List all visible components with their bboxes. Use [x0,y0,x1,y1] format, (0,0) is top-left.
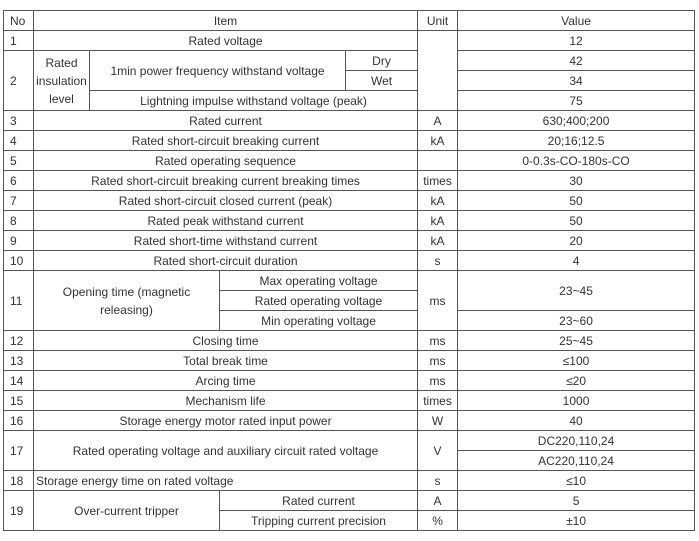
row-value: 20;16;12.5 [458,131,695,151]
row-value: 34 [458,71,695,91]
row-item: Rated operating sequence [34,151,418,171]
row-unit: kA [418,211,458,231]
spec-table [3,10,695,531]
row-value: 50 [458,211,695,231]
row-value: AC220,110,24 [458,451,695,471]
row-item: Rated short-time withstand current [34,231,418,251]
row-item: Storage energy time on rated voltage [34,471,418,491]
row-value: 23~45 [458,271,695,311]
row-no: 18 [4,471,34,491]
row-no: 4 [4,131,34,151]
row-no: 10 [4,251,34,271]
row-unit: kA [418,131,458,151]
row-value: 23~60 [458,311,695,331]
row-unit: s [418,251,458,271]
table-row [4,211,695,231]
row-value: 0-0.3s-CO-180s-CO [458,151,695,171]
row-sub: Rated operating voltage [220,291,418,311]
row-value: ±10 [458,511,695,531]
table-row [4,131,695,151]
row-item: Rated short-circuit breaking current breaking times [34,171,418,191]
row-sub: Max operating voltage [220,271,418,291]
table-row [4,391,695,411]
header-item: Item [34,11,418,31]
row-value: DC220,110,24 [458,431,695,451]
row-no: 6 [4,171,34,191]
row-item: Storage energy motor rated input power [34,411,418,431]
row-value: 40 [458,411,695,431]
row-value: 50 [458,191,695,211]
row-value: ≤100 [458,351,695,371]
header-unit: Unit [418,11,458,31]
row-unit: A [418,111,458,131]
row-item: Closing time [34,331,418,351]
table-row [4,491,695,511]
table-row [4,371,695,391]
table-row [4,251,695,271]
row-unit: V [418,431,458,471]
row-unit-blank [418,31,458,111]
row-value: 630;400;200 [458,111,695,131]
table-row [4,51,695,71]
row-value: 25~45 [458,331,695,351]
row-no: 11 [4,271,34,331]
row-unit: times [418,171,458,191]
table-row [4,271,695,291]
header-no: No [4,11,34,31]
row-unit: kA [418,191,458,211]
table-row [4,91,695,111]
table-row [4,331,695,351]
row-no: 15 [4,391,34,411]
row-sub: 1min power frequency withstand voltage [90,51,346,91]
row-sub: Rated current [220,491,418,511]
row-unit: ms [418,331,458,351]
row-item: Rated short-circuit breaking current [34,131,418,151]
row-unit: A [418,491,458,511]
row-unit: W [418,411,458,431]
row-no: 7 [4,191,34,211]
row-item: Rated operating voltage and auxiliary circuit rated voltage [34,431,418,471]
row-no: 1 [4,31,34,51]
row-item: Rated short-circuit closed current (peak) [34,191,418,211]
row-item: Lightning impulse withstand voltage (peak) [90,91,418,111]
header-value: Value [458,11,695,31]
row-item: Mechanism life [34,391,418,411]
row-condition-dry: Dry [346,51,418,71]
row-unit: ms [418,351,458,371]
header-row [4,11,695,31]
row-condition-wet: Wet [346,71,418,91]
row-item: Arcing time [34,371,418,391]
row-group: Opening time (magnetic releasing) [34,271,220,331]
row-no: 16 [4,411,34,431]
table-row [4,151,695,171]
row-sub: Min operating voltage [220,311,418,331]
row-unit: s [418,471,458,491]
row-no: 5 [4,151,34,171]
row-unit: % [418,511,458,531]
row-value: 1000 [458,391,695,411]
table-row [4,351,695,371]
table-row [4,471,695,491]
row-value: ≤10 [458,471,695,491]
row-value: 12 [458,31,695,51]
row-no: 19 [4,491,34,531]
row-unit: times [418,391,458,411]
row-value: 42 [458,51,695,71]
row-unit: kA [418,231,458,251]
row-value: 75 [458,91,695,111]
table-row [4,411,695,431]
row-no: 17 [4,431,34,471]
row-unit: ms [418,271,458,331]
table-row [4,431,695,451]
row-group: Rated insulation level [34,51,90,111]
table-row [4,31,695,51]
row-no: 3 [4,111,34,131]
row-no: 2 [4,51,34,111]
table-row [4,111,695,131]
table-row [4,231,695,251]
row-group: Over-current tripper [34,491,220,531]
row-no: 14 [4,371,34,391]
row-item: Rated voltage [34,31,418,51]
row-item: Rated current [34,111,418,131]
row-value: 30 [458,171,695,191]
row-item: Rated short-circuit duration [34,251,418,271]
row-no: 8 [4,211,34,231]
row-unit: ms [418,371,458,391]
row-no: 13 [4,351,34,371]
row-item: Total break time [34,351,418,371]
row-unit [418,151,458,171]
row-no: 12 [4,331,34,351]
row-no: 9 [4,231,34,251]
row-value: 4 [458,251,695,271]
table-row [4,191,695,211]
row-value: 5 [458,491,695,511]
row-sub: Tripping current precision [220,511,418,531]
row-item: Rated peak withstand current [34,211,418,231]
row-value: ≤20 [458,371,695,391]
table-row [4,171,695,191]
row-value: 20 [458,231,695,251]
